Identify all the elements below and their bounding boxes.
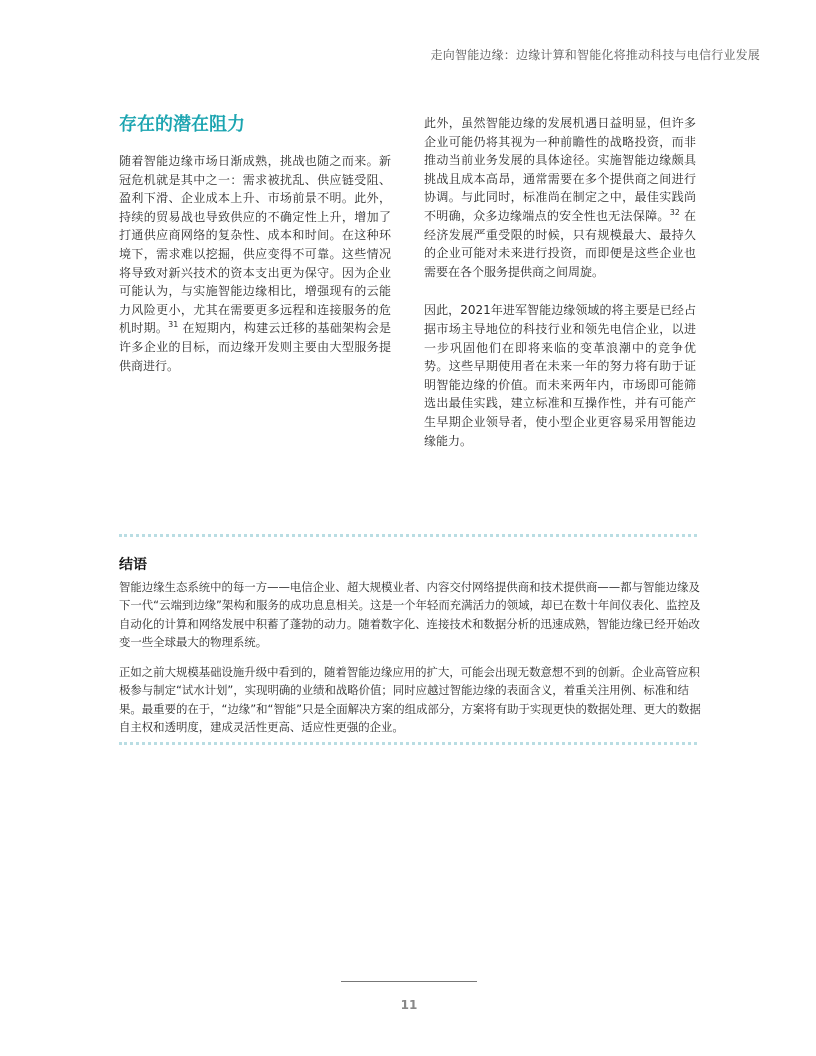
paragraph: 因此，2021年进军智能边缘领域的将主要是已经占据市场主导地位的科技行业和领先电信企业，以进一步巩固他们在即将来临的变革浪潮中的竞争优势。这些早期使用者在未来一年的努力将有助于证明智能边缘的价值。而未来两年内，市场即可能筛选出最佳实践，建立标准和互操作性，并有可能产生早期企业领导者，使小型企业更容易采用智能边缘能力。 xyxy=(424,303,696,448)
footnote-ref: 32 xyxy=(669,207,680,217)
conclusion-title: 结语 xyxy=(119,557,147,573)
footnote-ref: 31 xyxy=(168,320,179,330)
page-number: 11 xyxy=(400,998,418,1012)
running-header: 走向智能边缘：边缘计算和智能化将推动科技与电信行业发展 xyxy=(430,48,760,62)
section-title: 存在的潜在阻力 xyxy=(119,114,245,135)
dotted-divider xyxy=(119,742,697,745)
conclusion-body xyxy=(119,578,701,748)
footer-rule xyxy=(341,981,477,982)
paragraph: 此外，虽然智能边缘的发展机遇日益明显，但许多企业可能仍将其视为一种前瞻性的战略投资，而非推动当前业务发展的具体途径。实施智能边缘颇具挑战且成本高昂，通常需要在多个提供商之间进行协调。与此同时，标准尚在制定之中，最佳实践尚不明确，众多边缘端点的安全性也无法保障。$^{32}$ 在经济发展严重受限的时候，只有规模最大、最持久的企业可能对未来进行投资，而即便是这些企业也需要在各个服务提供商之间周旋。 xyxy=(424,116,696,279)
dotted-divider xyxy=(119,534,697,537)
conclusion-paragraph: 正如之前大规模基础设施升级中看到的，随着智能边缘应用的扩大，可能会出现无数意想不到的创新。企业高管应积极参与制定“试水计划”，实现明确的业绩和战略价值；同时应越过智能边缘的表面含义，着重关注用例、标准和结果。最重要的在于，“边缘”和“智能”只是全面解决方案的组成部分，方案将有助于实现更快的数据处理、更大的数据自主权和透明度，建成灵活性更高、适应性更强的企业。 xyxy=(119,665,701,735)
paragraph: 随着智能边缘市场日渐成熟，挑战也随之而来。新冠危机就是其中之一：需求被扰乱、供应链受阻、盈利下滑、企业成本上升、市场前景不明。此外，持续的贸易战也导致供应的不确定性上升，增加了打通供应商网络的复杂性、成本和时间。在这种环境下，需求难以挖掘，供应变得不可靠。这些情况将导致对新兴技术的资本支出更为保守。因为企业可能认为，与实施智能边缘相比，增强现有的云能力风险更小，尤其在需要更多远程和连接服务的危机时期。$^{31}$ 在短期内，构建云迁移的基础架构会是许多企业的目标，而边缘开发则主要由大型服务提供商进行。 xyxy=(119,154,391,373)
conclusion-paragraph: 智能边缘生态系统中的每一方——电信企业、超大规模业者、内容交付网络提供商和技术提供商——都与智能边缘及下一代“云端到边缘”架构和服务的成功息息相关。这是一个年轻而充满活力的领域，却已在数十年间仪表化、监控及自动化的计算和网络发展中积蓄了蓬勃的动力。随着数字化、连接技术和数据分析的迅速成熟，智能边缘已经开始改变一些全球最大的物理系统。 xyxy=(119,580,701,649)
right-column xyxy=(424,114,696,470)
left-column xyxy=(119,152,391,395)
